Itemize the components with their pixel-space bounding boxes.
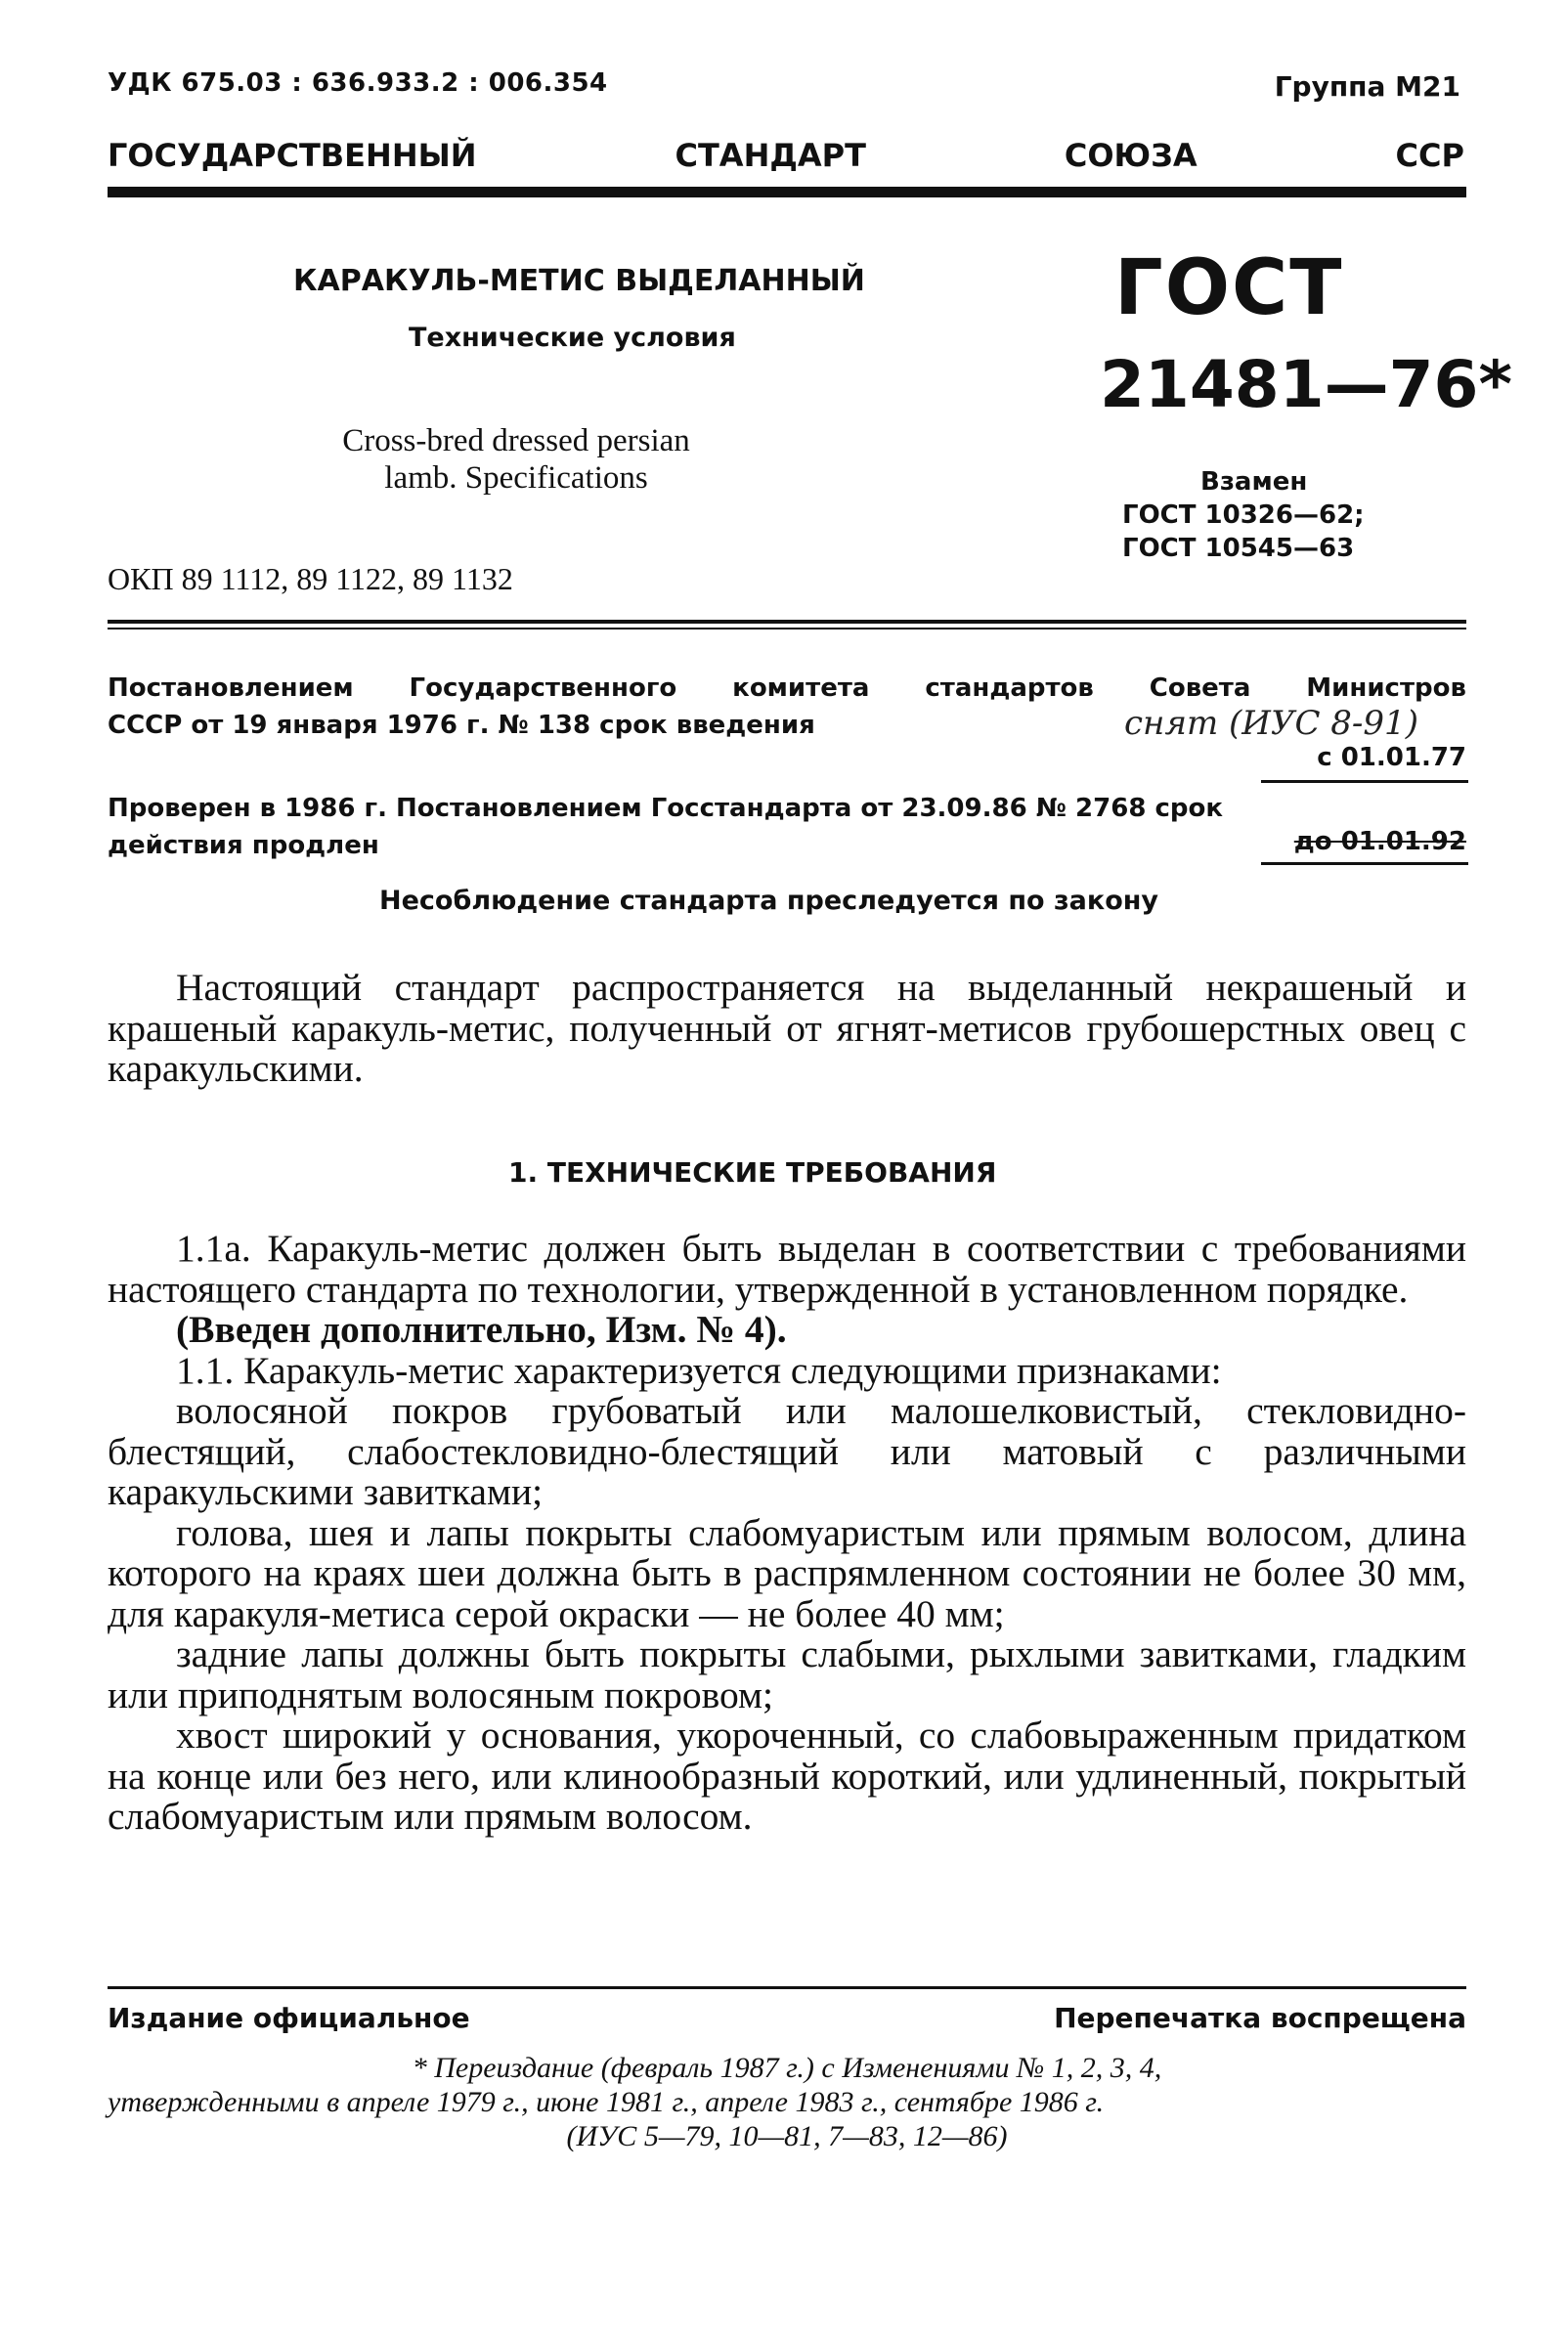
footnote-line: (ИУС 5—79, 10—81, 7—83, 12—86) — [566, 2120, 1008, 2152]
decree-word: комитета — [732, 673, 870, 703]
gost-number: 21481—76* — [1100, 347, 1512, 422]
paragraph-1-1a: 1.1а. Каракуль-метис должен быть выделан в соответствии с требованиями настоящего стандарта по технологии, утвержденной в установленном порядке. — [108, 1227, 1466, 1311]
decree-word: Постановлением — [108, 673, 354, 703]
paragraph-head: голова, шея и лапы покрыты слабомуаристым или прямым волосом, длина которого на краях шеи должна быть в распрямленном состоянии не более 30 мм, для каракуля-метиса серой окраски — не более 40 мм; — [108, 1510, 1466, 1635]
heading-word: ГОСУДАРСТВЕННЫЙ — [108, 137, 477, 174]
paragraph-tail: хвост широкий у основания, укороченный, со слабовыраженным придатком на конце или без него, или клинообразный короткий, или удлиненный, покрытый слабомуаристым или прямым волосом. — [108, 1714, 1466, 1838]
decree-line-2: СССР от 19 января 1976 г. № 138 срок введения — [108, 711, 815, 740]
heading-word: СТАНДАРТ — [675, 137, 866, 174]
replaced-standard: ГОСТ 10545—63 — [1122, 534, 1355, 563]
intro-date: с 01.01.77 — [1317, 743, 1466, 772]
udk-code: УДК 675.03 : 636.933.2 : 006.354 — [108, 68, 608, 98]
replaces-label: Взамен — [1200, 467, 1308, 497]
group-code: Группа М21 — [1274, 70, 1460, 103]
official-edition: Издание официальное — [108, 2002, 470, 2034]
footnote-line: * Переиздание (февраль 1987 г.) с Изменениями № 1, 2, 3, 4, — [412, 2052, 1162, 2084]
intro-text — [108, 968, 1466, 1090]
footnote-line: утвержденными в апреле 1979 г., июне 1981 г., апреле 1983 г., сентябре 1986 г. — [108, 2086, 1105, 2118]
decree-line-1 — [108, 670, 1466, 707]
reissue-footnote — [108, 2051, 1466, 2153]
heading-word: СОЮЗА — [1064, 137, 1198, 174]
decree-word: стандартов — [925, 673, 1094, 703]
amendment-note: (Введен дополнительно, Изм. № 4). — [176, 1308, 787, 1351]
paragraph-1-1: 1.1. Каракуль-метис характеризуется следующими признаками: — [176, 1348, 1222, 1392]
intro-paragraph: Настоящий стандарт распространяется на выделанный некрашеный и крашеный каракуль-метис, полученный от ягнят-метисов грубошерстных овец с каракульскими. — [108, 966, 1466, 1090]
checked-note: Проверен в 1986 г. Постановлением Госстандарта от 23.09.86 № 2768 срок действия продлен — [108, 794, 1224, 860]
paragraph-hair: волосяной покров грубоватый или малошелковистый, стекловидно-блестящий, слабостекловидно-блестящий или матовый с различными каракульскими завитками; — [108, 1389, 1466, 1513]
document-subtitle: Технические условия — [409, 323, 736, 353]
document-title: КАРАКУЛЬ-МЕТИС ВЫДЕЛАННЫЙ — [293, 264, 865, 298]
gost-label: ГОСТ — [1114, 244, 1344, 332]
state-standard-heading — [108, 137, 1464, 174]
reprint-notice: Перепечатка воспрещена — [1054, 2002, 1466, 2034]
title-rule-inner — [108, 628, 1466, 629]
replaced-standard: ГОСТ 10326—62; — [1122, 500, 1365, 530]
replaces-block — [1122, 465, 1365, 565]
section-body — [108, 1229, 1466, 1838]
okp-codes: ОКП 89 1112, 89 1122, 89 1132 — [108, 561, 513, 596]
english-title: Cross-bred dressed persian lamb. Specifications — [342, 423, 690, 496]
decree-word: Министров — [1306, 673, 1466, 703]
handwritten-annotation: снят (ИУС 8-91) — [1124, 704, 1418, 743]
header-rule — [108, 187, 1466, 197]
intro-date-underline — [1261, 780, 1468, 783]
section-title: 1. ТЕХНИЧЕСКИЕ ТРЕБОВАНИЯ — [508, 1156, 997, 1189]
extended-date: до 01.01.92 — [1293, 827, 1466, 856]
decree-word: Государственного — [409, 673, 677, 703]
law-notice: Несоблюдение стандарта преследуется по закону — [379, 886, 1159, 916]
decree-word: Совета — [1149, 673, 1251, 703]
footer-rule — [108, 1986, 1466, 1989]
heading-word: ССР — [1395, 137, 1464, 174]
paragraph-legs: задние лапы должны быть покрыты слабыми, рыхлыми завитками, гладким или приподнятым волосяным покровом; — [108, 1632, 1466, 1716]
extended-date-underline — [1261, 862, 1468, 865]
title-rule — [108, 620, 1466, 624]
